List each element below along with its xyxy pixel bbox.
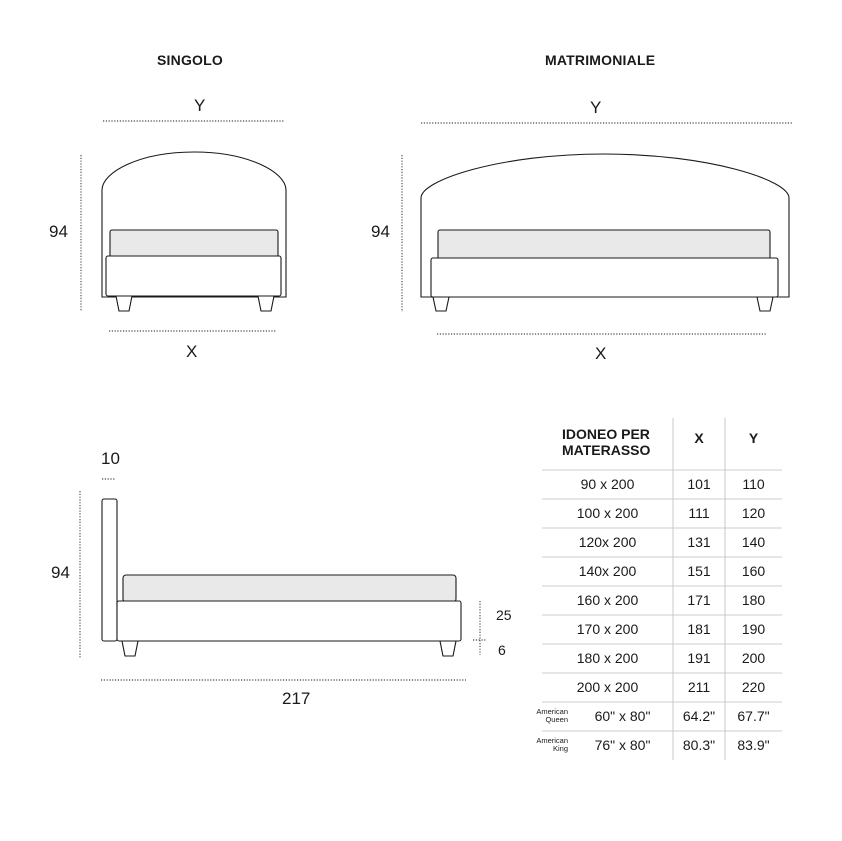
row-x: 101 (687, 476, 711, 492)
row-y: 200 (741, 650, 766, 666)
singolo-foot-left (116, 296, 132, 311)
side-foot-left (122, 641, 138, 656)
row-note-line-2: King (552, 744, 568, 753)
table-row (542, 644, 782, 673)
header-line-2: MATERASSO (562, 442, 651, 458)
matrimoniale-title: MATRIMONIALE (545, 52, 656, 68)
matrimoniale-bed-drawing (402, 123, 793, 334)
table-row (542, 615, 782, 644)
table-row (542, 673, 782, 702)
row-x: 111 (688, 505, 710, 521)
row-y: 83.9" (737, 737, 770, 753)
row-x: 191 (687, 650, 711, 666)
side-foot-right (440, 641, 456, 656)
row-size: 60" x 80" (594, 708, 651, 724)
table-header-row (542, 418, 782, 470)
row-x: 211 (687, 679, 711, 695)
row-note-line-2: Queen (545, 715, 568, 724)
singolo-foot-right (258, 296, 274, 311)
table-row (536, 731, 782, 760)
singolo-x-label: X (186, 342, 198, 361)
side-headboard-thickness-label: 10 (101, 449, 120, 468)
matrimoniale-foot-left (433, 297, 449, 311)
table-header-y: Y (748, 430, 759, 446)
row-size: 140x 200 (578, 563, 637, 579)
singolo-mattress (110, 230, 278, 258)
row-note-line-1: American (536, 736, 568, 745)
row-y: 140 (741, 534, 766, 550)
side-frame-height-label: 25 (496, 607, 512, 623)
row-note (520, 737, 568, 753)
row-size: 120x 200 (578, 534, 637, 550)
side-view-drawing (80, 479, 487, 680)
row-y: 110 (742, 476, 765, 492)
matrimoniale-foot-right (757, 297, 773, 311)
row-size: 100 x 200 (576, 505, 639, 521)
row-size: 76" x 80" (594, 737, 651, 753)
row-size: 180 x 200 (576, 650, 639, 666)
side-mattress (123, 575, 456, 602)
row-note (520, 708, 568, 724)
row-x: 151 (687, 563, 711, 579)
row-y: 67.7" (737, 708, 770, 724)
row-size: 160 x 200 (576, 592, 639, 608)
header-line-1: IDONEO PER (562, 426, 650, 442)
table-row (536, 702, 782, 731)
side-foot-height-label: 6 (498, 642, 506, 658)
singolo-bed-drawing (81, 121, 286, 331)
row-x: 131 (687, 534, 711, 550)
row-y: 160 (741, 563, 766, 579)
row-x: 181 (687, 621, 711, 637)
matrimoniale-x-label: X (595, 344, 607, 363)
table-row (542, 470, 782, 499)
table-row (542, 528, 782, 557)
side-length-label: 217 (282, 689, 311, 708)
row-y: 120 (741, 505, 766, 521)
matrimoniale-mattress (438, 230, 770, 260)
singolo-title: SINGOLO (157, 52, 223, 68)
table-row (542, 557, 782, 586)
row-y: 190 (741, 621, 766, 637)
row-size: 90 x 200 (580, 476, 635, 492)
row-size: 170 x 200 (576, 621, 639, 637)
singolo-height-label: 94 (49, 222, 68, 241)
table-header-size (562, 418, 672, 478)
singolo-frame (106, 256, 281, 296)
row-x: 80.3" (682, 737, 716, 753)
side-height-label: 94 (51, 563, 70, 582)
side-frame (117, 601, 461, 641)
row-y: 220 (741, 679, 766, 695)
row-note-line-1: American (536, 707, 568, 716)
matrimoniale-y-label: Y (590, 98, 602, 117)
table-header-x: X (694, 430, 704, 446)
matrimoniale-height-label: 94 (371, 222, 390, 241)
table-row (542, 499, 782, 528)
matrimoniale-frame (431, 258, 778, 297)
row-y: 180 (741, 592, 766, 608)
row-x: 64.2" (682, 708, 716, 724)
row-size: 200 x 200 (576, 679, 639, 695)
singolo-y-label: Y (194, 96, 206, 115)
table-row (542, 586, 782, 615)
row-x: 171 (687, 592, 711, 608)
side-headboard (102, 499, 117, 641)
